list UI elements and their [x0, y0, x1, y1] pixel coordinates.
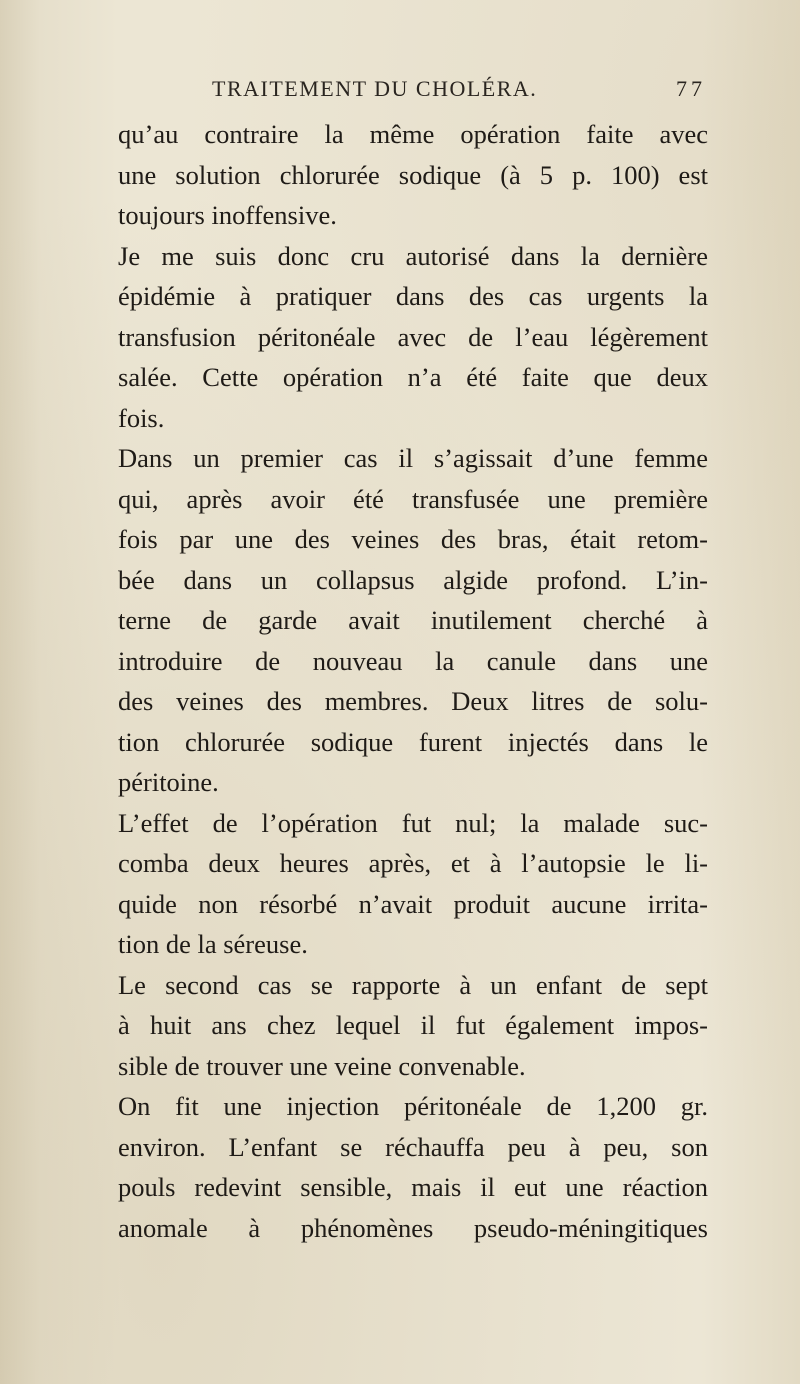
text-line: pouls redevint sensible, mais il eut une réaction	[118, 1172, 708, 1202]
text-line: terne de garde avait inutilement cherché à	[118, 605, 708, 635]
text-line: anomale à phénomènes pseudo-méningitiques	[118, 1212, 708, 1243]
text-line: qui, après avoir été transfusée une première	[118, 483, 708, 514]
text-line: comba deux heures après, et à l’autopsie le li-	[118, 848, 708, 878]
text-line: salée. Cette opération n’a été faite que deux	[118, 362, 708, 392]
text-line: introduire de nouveau la canule dans une	[118, 645, 708, 676]
text-line: péritoine.	[118, 767, 219, 797]
text-line: tion de la séreuse.	[118, 929, 308, 959]
text-line: sible de trouver une veine convenable.	[118, 1050, 526, 1081]
text-line: Je me suis donc cru autorisé dans la dernière	[118, 240, 708, 271]
text-line: L’effet de l’opération fut nul; la malade suc-	[118, 807, 708, 838]
text-line: On fit une injection péritonéale de 1,200 gr.	[118, 1091, 708, 1121]
text-line: environ. L’enfant se réchauffa peu à peu, son	[118, 1131, 708, 1162]
page-header	[0, 76, 800, 110]
text-line: épidémie à pratiquer dans des cas urgents la	[118, 281, 708, 311]
text-line: fois par une des veines des bras, était retom-	[118, 524, 708, 554]
text-line: qu’au contraire la même opération faite avec	[118, 119, 708, 149]
text-line: des veines des membres. Deux litres de solu-	[118, 686, 708, 716]
text-line: Le second cas se rapporte à un enfant de sept	[118, 969, 708, 1000]
text-line: toujours inoffensive.	[118, 200, 337, 230]
text-line: Dans un premier cas il s’agissait d’une femme	[118, 443, 708, 473]
text-line: une solution chlorurée sodique (à 5 p. 100) est	[118, 159, 708, 190]
text-line: tion chlorurée sodique furent injectés dans le	[118, 726, 708, 757]
text-line: quide non résorbé n’avait produit aucune irrita-	[118, 888, 708, 919]
text-line: bée dans un collapsus algide profond. L’in-	[118, 564, 708, 595]
text-line: à huit ans chez lequel il fut également impos-	[118, 1010, 708, 1040]
body-text	[118, 114, 708, 1248]
text-line: fois.	[118, 402, 165, 433]
running-head: TRAITEMENT DU CHOLÉRA.	[212, 76, 538, 101]
page-number: 77	[676, 76, 706, 101]
text-line: transfusion péritonéale avec de l’eau légèrement	[118, 321, 708, 352]
